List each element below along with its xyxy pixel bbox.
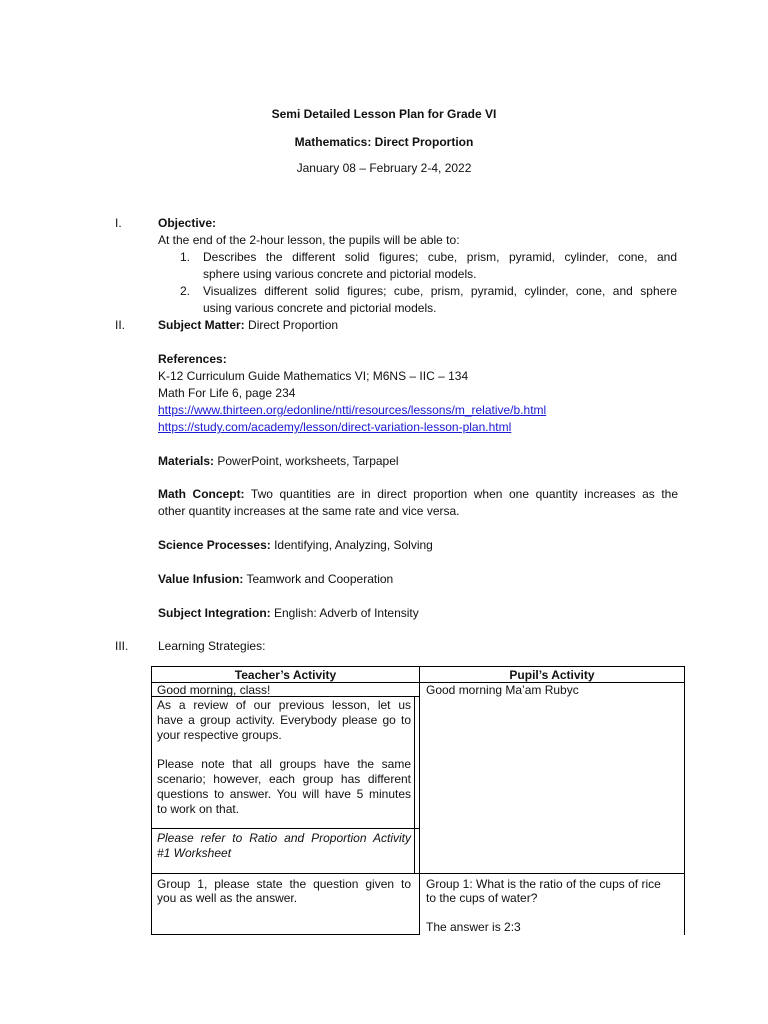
teacher-note-line2: scenario; however, each group has different bbox=[157, 772, 411, 786]
objective-item-2-line1: Visualizes different solid figures; cube, prism, pyramid, cylinder, cone, and sphere bbox=[203, 284, 677, 298]
teacher-note-line3: questions to answer. You will have 5 minutes bbox=[157, 787, 411, 801]
teacher-review-line2: have a group activity. Everybody please go to bbox=[157, 713, 411, 727]
teacher-greeting: Good morning, class! bbox=[157, 683, 271, 697]
worksheet-ref-line2: #1 Worksheet bbox=[157, 846, 232, 860]
objective-heading: Objective: bbox=[158, 216, 217, 230]
worksheet-ref-line1: Please refer to Ratio and Proportion Activity bbox=[157, 831, 411, 845]
table-header-pupil: Pupil’s Activity bbox=[509, 668, 595, 682]
references-heading: References: bbox=[158, 352, 227, 366]
document-subject: Mathematics: Direct Proportion bbox=[294, 135, 474, 149]
section-1-numeral: I. bbox=[115, 216, 122, 230]
value-infusion: Value Infusion: Teamwork and Cooperation bbox=[158, 572, 394, 586]
objective-item-1-num: 1. bbox=[180, 250, 191, 264]
learning-strategies-heading: Learning Strategies: bbox=[158, 639, 266, 653]
objective-item-1-line2: sphere using various concrete and pictorial models. bbox=[203, 267, 477, 281]
reference-1: K-12 Curriculum Guide Mathematics VI; M6NS – IIC – 134 bbox=[158, 369, 469, 383]
section-2-numeral: II. bbox=[115, 318, 126, 332]
objective-item-2-line2: using various concrete and pictorial models. bbox=[203, 301, 437, 315]
teacher-note-line4: to work on that. bbox=[157, 802, 240, 816]
math-concept-line1: Math Concept: Two quantities are in direct proportion when one quantity increases as the bbox=[158, 487, 678, 501]
reference-link-1[interactable]: https://www.thirteen.org/edonline/ntti/resources/lessons/m_relative/b.html bbox=[158, 403, 547, 417]
pupil-group1-line1: Group 1: What is the ratio of the cups of rice bbox=[426, 877, 661, 891]
subject-matter: Subject Matter: Direct Proportion bbox=[158, 318, 339, 332]
subject-integration: Subject Integration: English: Adverb of Intensity bbox=[158, 606, 419, 620]
pupil-group1-line2: to the cups of water? bbox=[426, 891, 538, 905]
math-concept-line2: other quantity increases at the same rate and vice versa. bbox=[158, 504, 460, 518]
section-3-numeral: III. bbox=[115, 639, 129, 653]
objective-intro: At the end of the 2-hour lesson, the pupils will be able to: bbox=[158, 233, 460, 247]
reference-2: Math For Life 6, page 234 bbox=[158, 386, 296, 400]
pupil-group1-answer: The answer is 2:3 bbox=[426, 920, 521, 934]
teacher-group1-line1: Group 1, please state the question given to bbox=[157, 877, 411, 891]
teacher-review-line1: As a review of our previous lesson, let us bbox=[157, 698, 411, 712]
document-title: Semi Detailed Lesson Plan for Grade VI bbox=[271, 107, 497, 121]
table-header-teacher: Teacher’s Activity bbox=[234, 668, 337, 682]
objective-item-2-num: 2. bbox=[180, 284, 191, 298]
science-processes: Science Processes: Identifying, Analyzing, Solving bbox=[158, 538, 433, 552]
pupil-greeting: Good morning Ma’am Rubyc bbox=[426, 683, 579, 697]
teacher-note-line1: Please note that all groups have the same bbox=[157, 757, 411, 771]
document-date: January 08 – February 2-4, 2022 bbox=[296, 161, 472, 175]
materials: Materials: PowerPoint, worksheets, Tarpapel bbox=[158, 454, 399, 468]
reference-link-2[interactable]: https://study.com/academy/lesson/direct-variation-lesson-plan.html bbox=[158, 420, 512, 434]
objective-item-1-line1: Describes the different solid figures; cube, prism, pyramid, cylinder, cone, and bbox=[203, 250, 677, 264]
teacher-group1-line2: you as well as the answer. bbox=[157, 891, 298, 905]
teacher-review-line3: your respective groups. bbox=[157, 728, 282, 742]
